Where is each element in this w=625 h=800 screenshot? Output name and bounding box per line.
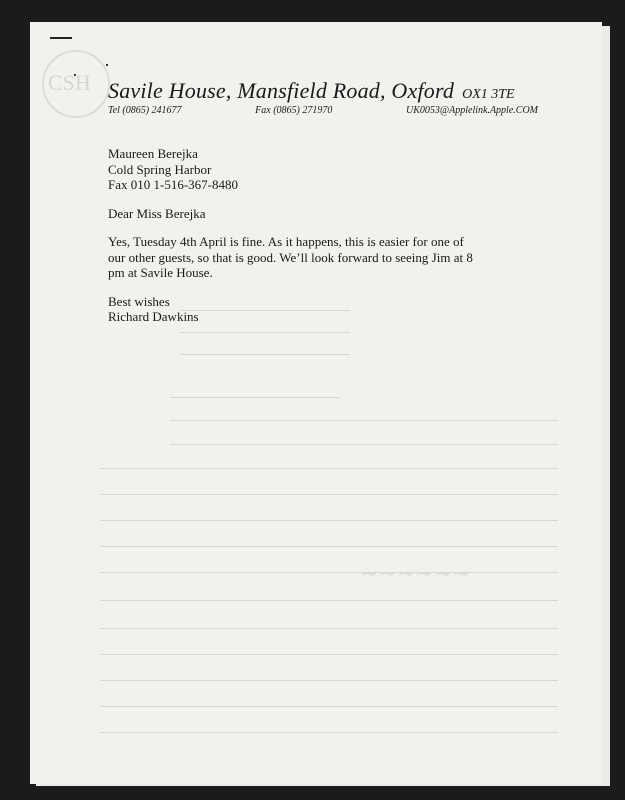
showthrough-rule — [100, 732, 558, 733]
clip-mark — [50, 37, 72, 39]
showthrough-rule — [100, 628, 558, 629]
letterhead — [108, 78, 548, 116]
letter-body — [108, 146, 528, 338]
showthrough-rule — [170, 420, 558, 421]
letterhead-contact — [108, 105, 548, 116]
recipient-block — [108, 146, 528, 193]
showthrough-rule — [170, 397, 340, 398]
showthrough-rule — [100, 572, 558, 573]
showthrough-rule — [180, 354, 350, 355]
signoff-block — [108, 294, 528, 325]
showthrough-rule — [100, 654, 558, 655]
showthrough-rule — [100, 520, 558, 521]
body-line: Yes, Tuesday 4th April is fine. As it happens, this is easier for one of — [108, 234, 464, 249]
letterhead-fax: Fax (0865) 271970 — [255, 105, 333, 116]
recipient-fax: Fax 010 1-516-367-8480 — [108, 177, 238, 192]
recipient-organization: Cold Spring Harbor — [108, 161, 212, 177]
body-line: pm at Savile House. — [108, 265, 213, 280]
letter-page — [30, 22, 602, 784]
closing: Best wishes — [108, 293, 170, 309]
showthrough-rule — [100, 600, 558, 601]
showthrough-rule — [100, 680, 558, 681]
paper-speck — [106, 64, 108, 66]
letterhead-email: UK0053@Applelink.Apple.COM — [406, 105, 538, 116]
body-paragraph — [108, 234, 528, 281]
letterhead-postcode: OX1 3TE — [462, 87, 515, 102]
showthrough-rule — [100, 494, 558, 495]
showthrough-signature-scribble: ~~~~~~ — [360, 562, 471, 587]
body-line: our other guests, so that is good. We’ll look forward to seeing Jim at 8 — [108, 249, 473, 265]
showthrough-logo-mark: CSH — [48, 70, 91, 95]
showthrough-rule — [100, 706, 558, 707]
showthrough-rule — [100, 468, 558, 469]
salutation-block — [108, 206, 528, 222]
showthrough-rule — [100, 546, 558, 547]
recipient-name: Maureen Berejka — [108, 146, 198, 161]
letterhead-tel: Tel (0865) 241677 — [108, 105, 182, 116]
letterhead-address-line — [108, 78, 548, 104]
salutation: Dear Miss Berejka — [108, 205, 206, 221]
showthrough-rule — [170, 444, 558, 445]
signature: Richard Dawkins — [108, 309, 199, 324]
letterhead-address: Savile House, Mansfield Road, Oxford — [108, 78, 455, 103]
